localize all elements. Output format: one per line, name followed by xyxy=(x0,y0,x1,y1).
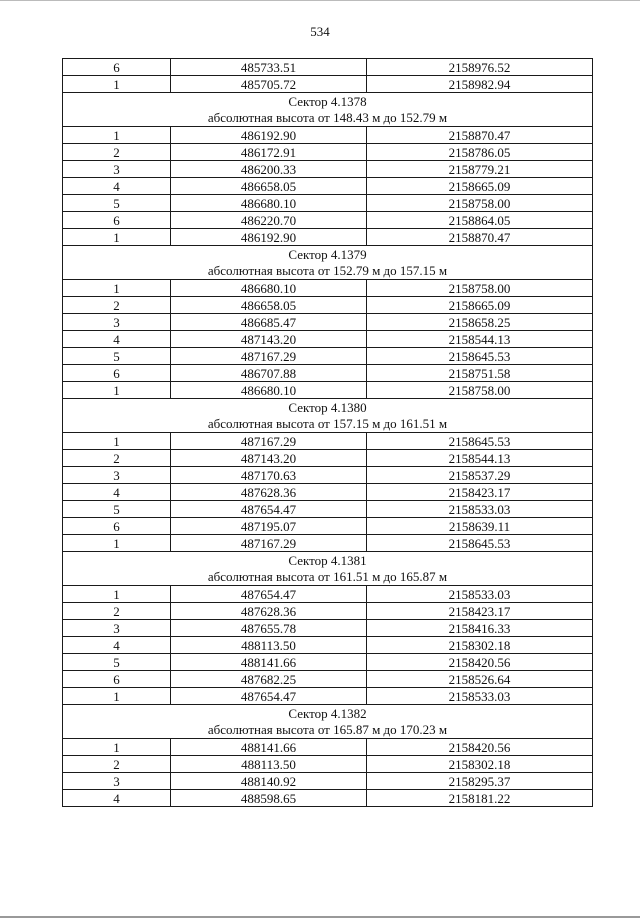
sector-header-row xyxy=(63,93,593,127)
table-row xyxy=(63,603,593,620)
y-coordinate: 2158295.37 xyxy=(367,773,593,790)
y-coordinate: 2158533.03 xyxy=(367,688,593,705)
x-coordinate: 486192.90 xyxy=(171,229,367,246)
x-coordinate: 485733.51 xyxy=(171,59,367,76)
table-row xyxy=(63,637,593,654)
table-row xyxy=(63,586,593,603)
x-coordinate: 487143.20 xyxy=(171,450,367,467)
point-number: 1 xyxy=(63,280,171,297)
table-row xyxy=(63,127,593,144)
point-number: 4 xyxy=(63,331,171,348)
y-coordinate: 2158533.03 xyxy=(367,586,593,603)
y-coordinate: 2158544.13 xyxy=(367,331,593,348)
coordinates-table xyxy=(62,58,593,807)
table-row xyxy=(63,450,593,467)
x-coordinate: 488141.66 xyxy=(171,739,367,756)
y-coordinate: 2158526.64 xyxy=(367,671,593,688)
x-coordinate: 487682.25 xyxy=(171,671,367,688)
point-number: 1 xyxy=(63,586,171,603)
sector-header-row xyxy=(63,552,593,586)
point-number: 3 xyxy=(63,314,171,331)
x-coordinate: 487654.47 xyxy=(171,688,367,705)
y-coordinate: 2158533.03 xyxy=(367,501,593,518)
point-number: 6 xyxy=(63,671,171,688)
x-coordinate: 486220.70 xyxy=(171,212,367,229)
y-coordinate: 2158870.47 xyxy=(367,229,593,246)
y-coordinate: 2158976.52 xyxy=(367,59,593,76)
sector-altitude: абсолютная высота от 148.43 м до 152.79 м xyxy=(207,110,448,125)
y-coordinate: 2158758.00 xyxy=(367,195,593,212)
table-row xyxy=(63,467,593,484)
y-coordinate: 2158645.53 xyxy=(367,348,593,365)
y-coordinate: 2158645.53 xyxy=(367,433,593,450)
x-coordinate: 486680.10 xyxy=(171,280,367,297)
point-number: 1 xyxy=(63,76,171,93)
y-coordinate: 2158779.21 xyxy=(367,161,593,178)
x-coordinate: 486172.91 xyxy=(171,144,367,161)
point-number: 1 xyxy=(63,127,171,144)
sector-title: Сектор 4.1379 xyxy=(288,247,367,262)
y-coordinate: 2158537.29 xyxy=(367,467,593,484)
point-number: 6 xyxy=(63,518,171,535)
point-number: 5 xyxy=(63,348,171,365)
sector-title: Сектор 4.1381 xyxy=(288,553,367,568)
point-number: 1 xyxy=(63,535,171,552)
table-row xyxy=(63,314,593,331)
table-row xyxy=(63,229,593,246)
x-coordinate: 486685.47 xyxy=(171,314,367,331)
point-number: 6 xyxy=(63,212,171,229)
y-coordinate: 2158423.17 xyxy=(367,484,593,501)
y-coordinate: 2158786.05 xyxy=(367,144,593,161)
point-number: 3 xyxy=(63,467,171,484)
point-number: 5 xyxy=(63,195,171,212)
scan-edge-bottom xyxy=(0,916,640,918)
sector-altitude: абсолютная высота от 165.87 м до 170.23 м xyxy=(207,722,448,737)
x-coordinate: 487167.29 xyxy=(171,433,367,450)
y-coordinate: 2158181.22 xyxy=(367,790,593,807)
y-coordinate: 2158665.09 xyxy=(367,178,593,195)
sector-title: Сектор 4.1378 xyxy=(288,94,367,109)
y-coordinate: 2158639.11 xyxy=(367,518,593,535)
table-row xyxy=(63,178,593,195)
x-coordinate: 487655.78 xyxy=(171,620,367,637)
point-number: 4 xyxy=(63,484,171,501)
x-coordinate: 486658.05 xyxy=(171,178,367,195)
x-coordinate: 488113.50 xyxy=(171,637,367,654)
point-number: 2 xyxy=(63,297,171,314)
table-row xyxy=(63,671,593,688)
table-row xyxy=(63,195,593,212)
table-row xyxy=(63,76,593,93)
table-row xyxy=(63,144,593,161)
point-number: 3 xyxy=(63,773,171,790)
point-number: 3 xyxy=(63,161,171,178)
y-coordinate: 2158302.18 xyxy=(367,756,593,773)
table-row xyxy=(63,484,593,501)
sector-header-row xyxy=(63,246,593,280)
sector-header-row xyxy=(63,705,593,739)
y-coordinate: 2158864.05 xyxy=(367,212,593,229)
point-number: 1 xyxy=(63,739,171,756)
sector-altitude: абсолютная высота от 152.79 м до 157.15 м xyxy=(207,263,448,278)
y-coordinate: 2158423.17 xyxy=(367,603,593,620)
x-coordinate: 486680.10 xyxy=(171,195,367,212)
x-coordinate: 487628.36 xyxy=(171,603,367,620)
x-coordinate: 487167.29 xyxy=(171,348,367,365)
y-coordinate: 2158982.94 xyxy=(367,76,593,93)
point-number: 4 xyxy=(63,637,171,654)
table-row xyxy=(63,518,593,535)
table-row xyxy=(63,382,593,399)
y-coordinate: 2158658.25 xyxy=(367,314,593,331)
sector-title: Сектор 4.1380 xyxy=(288,400,367,415)
table-row xyxy=(63,620,593,637)
table-row xyxy=(63,297,593,314)
point-number: 4 xyxy=(63,790,171,807)
table-row xyxy=(63,501,593,518)
y-coordinate: 2158751.58 xyxy=(367,365,593,382)
y-coordinate: 2158416.33 xyxy=(367,620,593,637)
point-number: 5 xyxy=(63,501,171,518)
y-coordinate: 2158544.13 xyxy=(367,450,593,467)
point-number: 1 xyxy=(63,382,171,399)
y-coordinate: 2158645.53 xyxy=(367,535,593,552)
sector-header xyxy=(63,705,593,739)
x-coordinate: 488598.65 xyxy=(171,790,367,807)
table-row xyxy=(63,756,593,773)
sector-header-row xyxy=(63,399,593,433)
table-row xyxy=(63,790,593,807)
x-coordinate: 487143.20 xyxy=(171,331,367,348)
coordinates-table-body xyxy=(63,59,593,807)
sector-header xyxy=(63,399,593,433)
y-coordinate: 2158870.47 xyxy=(367,127,593,144)
scan-edge-top xyxy=(0,0,640,1)
x-coordinate: 485705.72 xyxy=(171,76,367,93)
table-row xyxy=(63,433,593,450)
table-row xyxy=(63,535,593,552)
y-coordinate: 2158302.18 xyxy=(367,637,593,654)
x-coordinate: 486200.33 xyxy=(171,161,367,178)
y-coordinate: 2158665.09 xyxy=(367,297,593,314)
x-coordinate: 487628.36 xyxy=(171,484,367,501)
point-number: 5 xyxy=(63,654,171,671)
table-row xyxy=(63,773,593,790)
table-row xyxy=(63,212,593,229)
sector-header xyxy=(63,93,593,127)
table-row xyxy=(63,739,593,756)
table-row xyxy=(63,59,593,76)
point-number: 2 xyxy=(63,450,171,467)
point-number: 4 xyxy=(63,178,171,195)
x-coordinate: 487170.63 xyxy=(171,467,367,484)
point-number: 2 xyxy=(63,603,171,620)
table-row xyxy=(63,331,593,348)
sector-header xyxy=(63,552,593,586)
point-number: 1 xyxy=(63,688,171,705)
table-row xyxy=(63,365,593,382)
y-coordinate: 2158758.00 xyxy=(367,382,593,399)
x-coordinate: 488113.50 xyxy=(171,756,367,773)
sector-altitude: абсолютная высота от 161.51 м до 165.87 м xyxy=(207,569,448,584)
table-row xyxy=(63,161,593,178)
x-coordinate: 487654.47 xyxy=(171,586,367,603)
point-number: 2 xyxy=(63,756,171,773)
sector-altitude: абсолютная высота от 157.15 м до 161.51 м xyxy=(207,416,448,431)
x-coordinate: 486707.88 xyxy=(171,365,367,382)
table-row xyxy=(63,654,593,671)
x-coordinate: 487167.29 xyxy=(171,535,367,552)
point-number: 3 xyxy=(63,620,171,637)
x-coordinate: 488141.66 xyxy=(171,654,367,671)
point-number: 6 xyxy=(63,59,171,76)
table-row xyxy=(63,688,593,705)
x-coordinate: 486680.10 xyxy=(171,382,367,399)
sector-title: Сектор 4.1382 xyxy=(288,706,367,721)
table-row xyxy=(63,280,593,297)
point-number: 1 xyxy=(63,433,171,450)
y-coordinate: 2158420.56 xyxy=(367,654,593,671)
x-coordinate: 486192.90 xyxy=(171,127,367,144)
page-number: 534 xyxy=(310,24,330,39)
point-number: 6 xyxy=(63,365,171,382)
x-coordinate: 487195.07 xyxy=(171,518,367,535)
table-row xyxy=(63,348,593,365)
x-coordinate: 488140.92 xyxy=(171,773,367,790)
sector-header xyxy=(63,246,593,280)
y-coordinate: 2158758.00 xyxy=(367,280,593,297)
y-coordinate: 2158420.56 xyxy=(367,739,593,756)
x-coordinate: 486658.05 xyxy=(171,297,367,314)
x-coordinate: 487654.47 xyxy=(171,501,367,518)
point-number: 2 xyxy=(63,144,171,161)
point-number: 1 xyxy=(63,229,171,246)
